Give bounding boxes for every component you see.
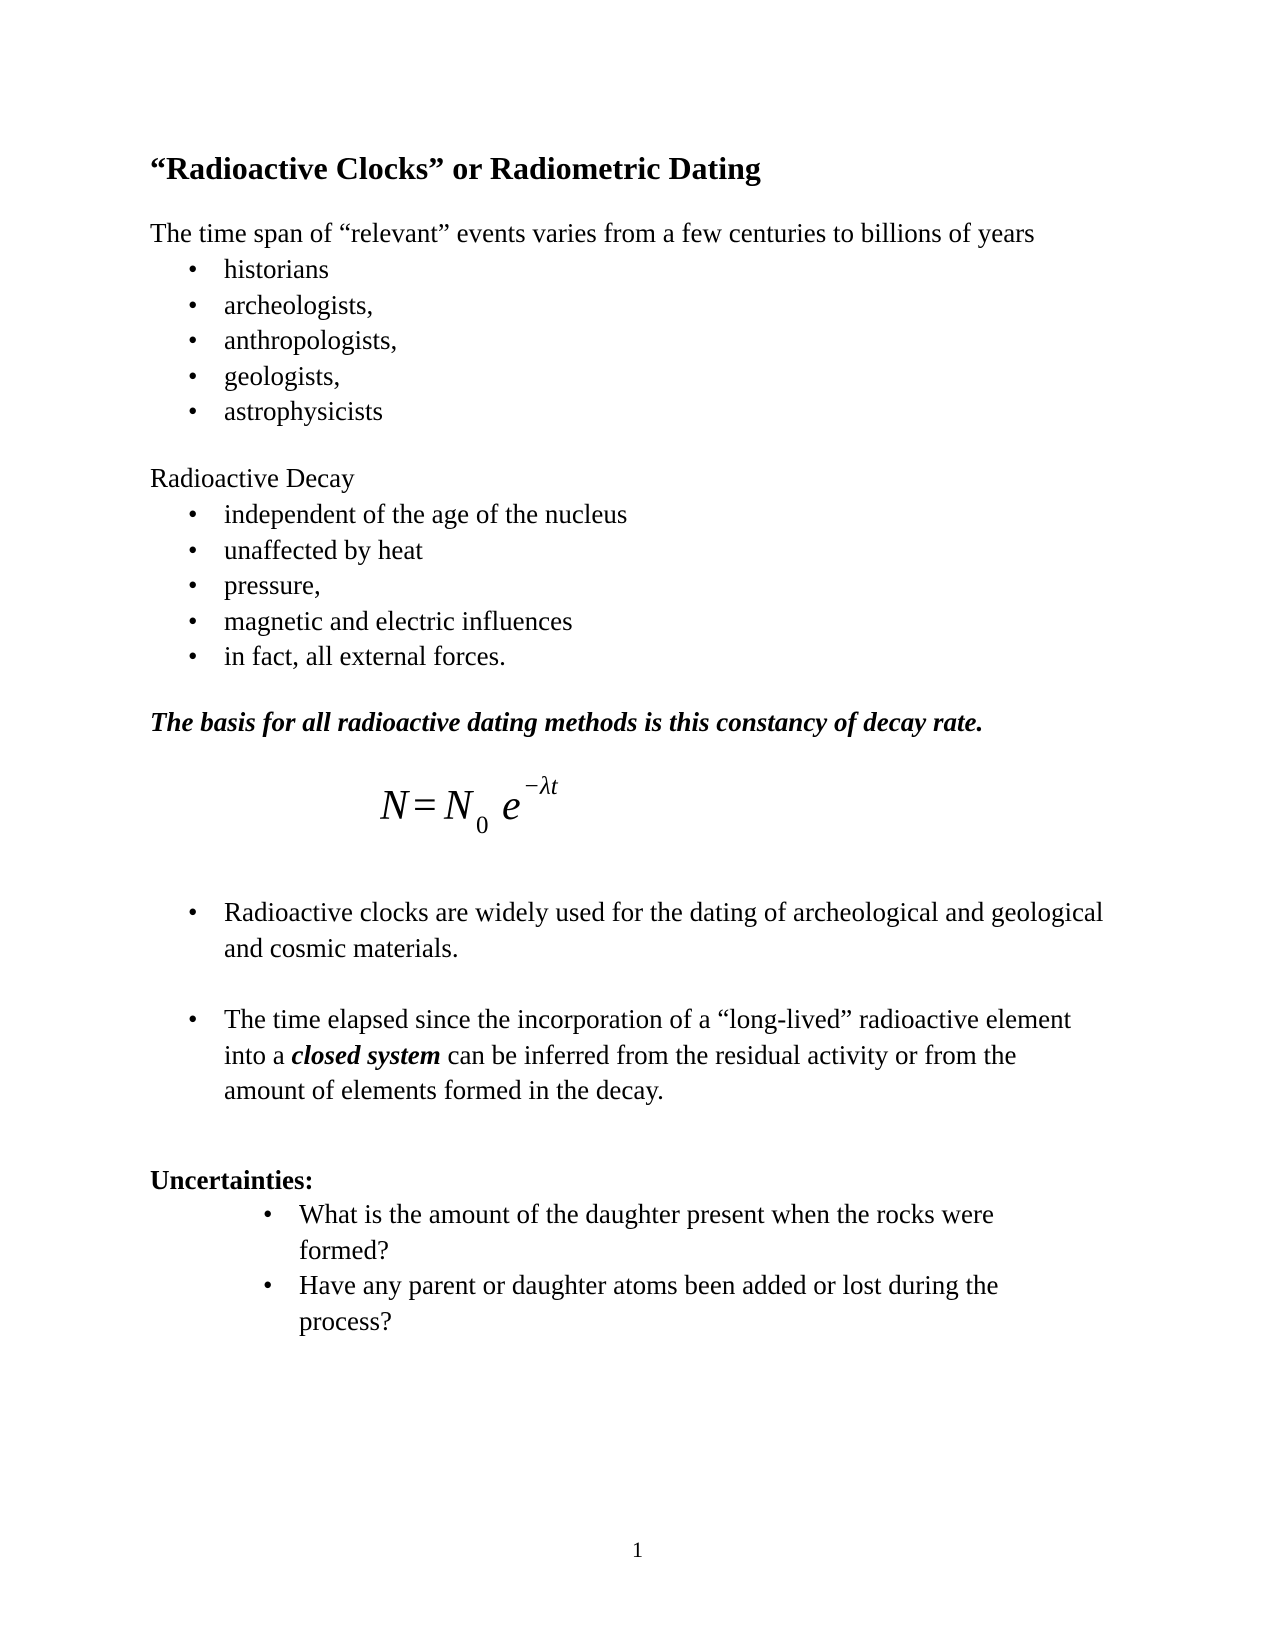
list-item bbox=[188, 288, 1124, 324]
bullet-icon: • bbox=[263, 1270, 273, 1300]
decay-equation bbox=[380, 770, 610, 850]
list-item-text: Radioactive clocks are widely used for the dating of archeological and geological and cosmic materials. bbox=[224, 897, 1104, 963]
bullet-icon: • bbox=[188, 396, 198, 426]
closed-system-emphasis: closed system bbox=[291, 1039, 441, 1070]
decay-properties-list bbox=[188, 497, 1124, 675]
uncertainties-heading: Uncertainties: bbox=[150, 1165, 314, 1195]
list-item bbox=[188, 497, 1124, 533]
bullet-icon: • bbox=[188, 499, 198, 529]
equation-equals: = bbox=[413, 783, 437, 829]
list-item-text-after: can be inferred from the residual activity or from the amount of elements formed in the decay. bbox=[224, 1039, 1017, 1105]
list-item-text: anthropologists, bbox=[224, 325, 398, 355]
page-number: 1 bbox=[632, 1537, 643, 1562]
bullet-icon: • bbox=[188, 360, 198, 391]
decay-heading: Radioactive Decay bbox=[150, 463, 355, 493]
list-item bbox=[188, 639, 1124, 675]
bullet-icon: • bbox=[188, 1004, 198, 1034]
equation-lhs: N bbox=[380, 783, 409, 829]
list-item-text: geologists, bbox=[224, 360, 341, 391]
list-item-text: pressure, bbox=[224, 570, 321, 600]
list-item-text: unaffected by heat bbox=[224, 534, 423, 565]
list-item-text: archeologists, bbox=[224, 289, 374, 320]
bullet-icon: • bbox=[188, 570, 198, 600]
list-item bbox=[263, 1197, 1079, 1268]
list-item bbox=[188, 323, 1124, 359]
bullet-icon: • bbox=[188, 605, 198, 636]
list-item bbox=[188, 533, 1124, 569]
bullet-icon: • bbox=[188, 254, 198, 284]
bullet-icon: • bbox=[188, 289, 198, 320]
equation-n0-subscript: 0 bbox=[476, 812, 489, 839]
list-item-text: magnetic and electric influences bbox=[224, 605, 573, 636]
uncertainties-list bbox=[263, 1197, 1079, 1339]
bullet-icon: • bbox=[188, 325, 198, 355]
list-item-text: astrophysicists bbox=[224, 396, 383, 426]
list-item bbox=[188, 1002, 1104, 1109]
equation-n0-base: N bbox=[444, 783, 473, 829]
list-item bbox=[188, 394, 1124, 430]
equation-exp-base: e bbox=[502, 783, 521, 829]
fields-list bbox=[188, 252, 1124, 430]
list-item-text-before: The time elapsed since the incorporation of a “long-lived” radioactive element into a bbox=[224, 1004, 1072, 1070]
list-item bbox=[188, 604, 1124, 640]
bullet-icon: • bbox=[188, 534, 198, 565]
list-item bbox=[263, 1268, 1079, 1339]
list-item-text: Have any parent or daughter atoms been added or lost during the process? bbox=[299, 1270, 999, 1336]
list-item bbox=[188, 359, 1124, 395]
basis-statement: The basis for all radioactive dating methods is this constancy of decay rate. bbox=[150, 707, 984, 737]
bullet-icon: • bbox=[188, 641, 198, 671]
list-item bbox=[188, 568, 1124, 604]
bullet-icon: • bbox=[188, 897, 198, 927]
clock-points-list bbox=[188, 895, 1104, 1109]
page-title: “Radioactive Clocks” or Radiometric Dating bbox=[150, 150, 761, 186]
list-item bbox=[188, 895, 1104, 966]
list-item bbox=[188, 252, 1124, 288]
equation-exponent: −λt bbox=[523, 773, 558, 800]
list-item-text: What is the amount of the daughter present when the rocks were formed? bbox=[299, 1199, 995, 1265]
list-item-text: in fact, all external forces. bbox=[224, 641, 506, 671]
list-item-text: independent of the age of the nucleus bbox=[224, 499, 628, 529]
list-item-text: historians bbox=[224, 254, 329, 284]
intro-paragraph: The time span of “relevant” events varies from a few centuries to billions of years bbox=[150, 218, 1035, 248]
bullet-icon: • bbox=[263, 1199, 273, 1229]
